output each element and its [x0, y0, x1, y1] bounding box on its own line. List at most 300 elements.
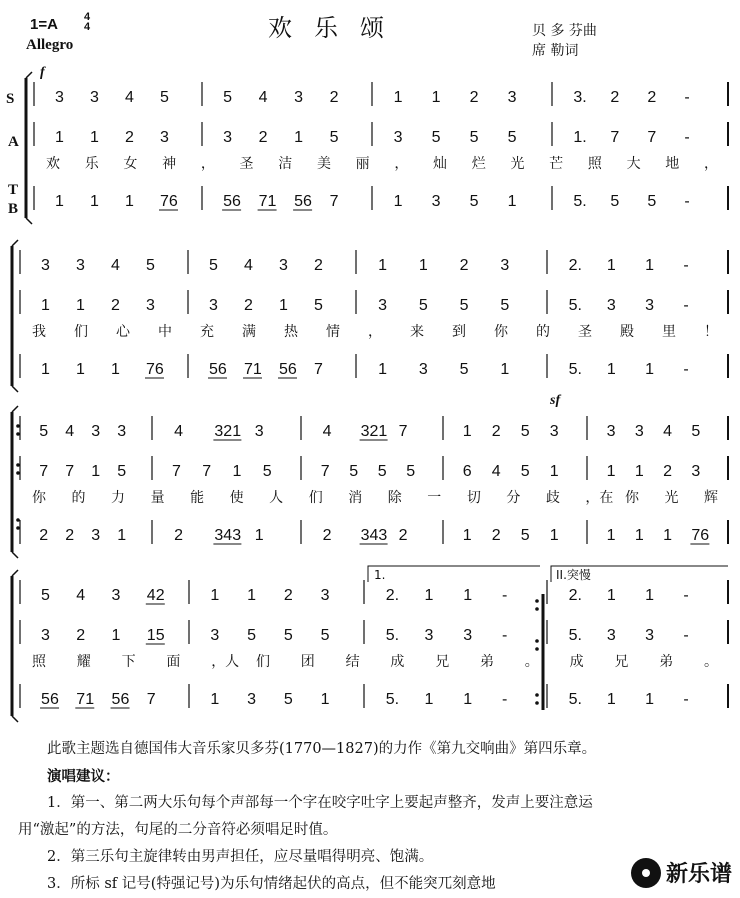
- note-token: 1: [247, 587, 257, 604]
- note-token: 3: [160, 129, 169, 146]
- note-token: 1: [463, 587, 473, 604]
- note-token: 2: [283, 587, 293, 604]
- note-token: 7: [329, 193, 339, 210]
- note-token: 3: [424, 627, 434, 644]
- note-token: 2: [647, 89, 657, 106]
- note-token: 5: [320, 627, 330, 644]
- note-token: 1: [645, 691, 655, 708]
- note-token: 7: [65, 463, 75, 480]
- note-token: 1: [634, 527, 644, 544]
- note-token: 3: [55, 89, 64, 106]
- song-title: 欢乐颂: [268, 14, 406, 42]
- lyric-syllable: 分: [506, 490, 521, 506]
- note-token: 3: [254, 423, 264, 440]
- note-token: 3: [500, 257, 510, 274]
- note-token: 4: [244, 257, 253, 274]
- dynamic-sforzando: sf: [550, 393, 561, 408]
- note-token: 42: [146, 587, 165, 604]
- system-bracket-hook: [12, 716, 18, 722]
- note-token: 1: [500, 361, 510, 378]
- time-signature-bottom: 4: [84, 21, 91, 33]
- note-token: -: [683, 587, 689, 604]
- note-token: 5: [691, 423, 701, 440]
- system-bracket-hook: [12, 570, 18, 576]
- lyric-syllable: 情: [326, 324, 340, 340]
- lyric-syllable: 的: [71, 490, 86, 506]
- lyricist-credit: 席 勒词: [532, 43, 579, 59]
- note-token: 1: [55, 193, 64, 210]
- note-token: 1: [645, 257, 655, 274]
- note-token: 3: [549, 423, 559, 440]
- notes-item-1b: 用“激起”的方法，句尾的二分音符必须唱足时值。: [18, 822, 338, 838]
- note-token: 2: [329, 89, 339, 106]
- note-token: 3: [247, 691, 257, 708]
- lyric-syllable: 耀: [76, 654, 91, 670]
- note-token: 1: [91, 463, 101, 480]
- note-token: 5: [146, 257, 155, 274]
- note-token: 5: [377, 463, 387, 480]
- lyric-syllable: ，: [704, 156, 718, 172]
- note-token: 3: [209, 297, 218, 314]
- voice-label-t: T: [8, 182, 19, 198]
- lyric-syllable: 来: [410, 324, 424, 340]
- note-token: 3: [606, 627, 616, 644]
- note-token: 3: [691, 463, 701, 480]
- note-token: -: [683, 627, 689, 644]
- lyric-syllable: 心: [116, 324, 130, 340]
- lyric-syllable: 弟: [659, 654, 674, 670]
- note-token: 7: [314, 361, 323, 378]
- lyric-syllable: 。: [524, 654, 539, 670]
- volta-first-label: 1.: [374, 568, 386, 582]
- lyric-syllable: 芒: [549, 156, 564, 172]
- note-token: 5: [610, 193, 620, 210]
- lyric-syllable: 圣: [239, 156, 254, 172]
- notes-item-2: 2．第三乐句主旋律转由男声担任，应尽量唱得明亮、饱满。: [47, 849, 434, 865]
- note-token: 5: [647, 193, 657, 210]
- system-bracket-hook: [26, 218, 32, 224]
- note-token: 5: [520, 527, 530, 544]
- voice-label-s: S: [6, 91, 15, 107]
- dynamic-forte: f: [40, 65, 45, 80]
- note-token: 3: [210, 627, 220, 644]
- note-token: 3: [279, 257, 288, 274]
- lyric-syllable: ，: [394, 156, 409, 172]
- lyric-syllable: 灿: [433, 156, 448, 172]
- note-token: 3: [418, 361, 428, 378]
- note-token: 5: [507, 129, 517, 146]
- note-token: 5: [247, 627, 257, 644]
- note-token: 1: [606, 527, 616, 544]
- note-token: 1: [320, 691, 330, 708]
- lyric-syllable: 消: [348, 490, 363, 506]
- lyric-syllable: 的: [536, 324, 550, 340]
- note-token: 3: [634, 423, 644, 440]
- note-token: 5: [469, 129, 479, 146]
- note-token: 4: [258, 89, 268, 106]
- watermark: [631, 857, 732, 888]
- repeat-dot: [16, 526, 20, 530]
- note-token: 1: [393, 193, 403, 210]
- note-token: 4: [322, 423, 332, 440]
- lyric-syllable: 能: [190, 490, 205, 506]
- lyric-syllable: 兄: [435, 654, 450, 670]
- note-token: 4: [111, 257, 120, 274]
- note-token: -: [502, 691, 508, 708]
- note-token: 2: [459, 257, 469, 274]
- note-token: 3: [645, 627, 655, 644]
- note-token: 2.: [568, 257, 582, 274]
- lyric-syllable: ，: [200, 156, 215, 172]
- note-token: 56: [111, 691, 130, 708]
- note-token: 5.: [573, 193, 587, 210]
- repeat-dot: [535, 639, 539, 643]
- note-token: 15: [146, 627, 165, 644]
- note-token: 5: [469, 193, 479, 210]
- note-token: 5: [520, 463, 530, 480]
- composer-credit: 贝 多 芬曲: [532, 23, 597, 39]
- repeat-dot: [535, 693, 539, 697]
- note-token: 7: [172, 463, 181, 480]
- repeat-dot: [535, 647, 539, 651]
- note-token: 2: [469, 89, 479, 106]
- note-token: 2: [111, 297, 120, 314]
- note-token: 56: [41, 691, 59, 708]
- note-token: 1: [507, 193, 517, 210]
- note-token: 2.: [568, 587, 582, 604]
- lyric-syllable: 殿: [620, 324, 634, 340]
- note-token: 2: [258, 129, 268, 146]
- note-token: 7: [610, 129, 620, 146]
- lyric-syllable: 一: [427, 490, 442, 506]
- note-token: 56: [279, 361, 297, 378]
- note-token: 343: [214, 527, 242, 544]
- note-token: 2: [314, 257, 323, 274]
- note-token: 71: [258, 193, 277, 210]
- lyric-syllable: 结: [345, 654, 360, 670]
- note-token: 56: [209, 361, 227, 378]
- note-token: 5: [39, 423, 49, 440]
- lyric-syllable: 圣: [578, 324, 592, 340]
- note-token: 2: [174, 527, 183, 544]
- lyric-syllable: 满: [242, 324, 256, 340]
- note-token: 1: [663, 527, 673, 544]
- note-token: 5: [418, 297, 428, 314]
- note-token: 5.: [568, 627, 582, 644]
- note-token: 5.: [568, 691, 582, 708]
- lyric-syllable: 充: [200, 324, 214, 340]
- note-token: 5.: [568, 297, 582, 314]
- note-token: 321: [214, 423, 242, 440]
- note-token: 7: [202, 463, 212, 480]
- note-token: 3: [41, 257, 50, 274]
- lyric-syllable: 们: [256, 654, 270, 670]
- note-token: 3: [507, 89, 517, 106]
- note-token: 5: [283, 691, 293, 708]
- note-token: 1: [424, 587, 434, 604]
- lyric-syllable: 你: [32, 490, 46, 506]
- note-token: 5: [520, 423, 530, 440]
- lyric-syllable: 中: [158, 324, 172, 340]
- note-token: 3: [76, 257, 85, 274]
- note-token: 4: [76, 587, 86, 604]
- lyric-syllable: 使: [229, 490, 244, 506]
- note-token: 1: [210, 691, 220, 708]
- note-token: 343: [360, 527, 388, 544]
- note-token: 2: [322, 527, 332, 544]
- note-token: 7: [320, 463, 330, 480]
- note-token: 1: [210, 587, 220, 604]
- lyric-syllable: 大: [626, 156, 641, 172]
- system-bracket-hook: [12, 240, 18, 246]
- note-token: 1: [645, 361, 655, 378]
- note-token: 1: [606, 463, 616, 480]
- lyric-syllable: ！: [704, 324, 718, 340]
- note-token: 3: [111, 587, 121, 604]
- note-token: 1: [424, 691, 434, 708]
- lyric-syllable: 。: [704, 654, 718, 670]
- repeat-dot: [16, 463, 20, 467]
- repeat-dot: [16, 424, 20, 428]
- watermark-text: 新乐谱: [665, 862, 732, 887]
- repeat-dot: [535, 607, 539, 611]
- lyric-syllable: 人: [269, 490, 284, 506]
- note-token: 2: [125, 129, 134, 146]
- lyric-syllable: 你: [624, 490, 639, 506]
- note-token: 3: [91, 423, 101, 440]
- note-token: 2: [491, 423, 501, 440]
- lyric-syllable: 到: [452, 324, 466, 340]
- lyric-syllable: 神: [162, 156, 177, 172]
- note-token: 1: [431, 89, 441, 106]
- note-token: -: [683, 691, 689, 708]
- lyric-syllable: 除: [387, 490, 402, 506]
- note-token: 5: [117, 463, 127, 480]
- note-token: 5.: [385, 627, 400, 644]
- note-token: 1: [111, 627, 121, 644]
- notes-item-1a: 1．第一、第二两大乐句每个声部每一个字在咬字吐字上要起声整齐，发声上要注意运: [47, 795, 593, 811]
- lyric-syllable: 团: [300, 654, 315, 670]
- notes-item-3: 3．所标 sf 记号(特强记号)为乐句情绪起伏的高点，但不能突兀刻意地: [47, 876, 496, 892]
- lyric-syllable: 欢: [46, 156, 60, 172]
- voice-label-b: B: [8, 201, 19, 217]
- note-token: 1: [606, 257, 616, 274]
- note-token: 3: [378, 297, 388, 314]
- note-token: -: [502, 587, 508, 604]
- note-token: 5.: [568, 361, 582, 378]
- notes-intro: 此歌主题选自德国伟大音乐家贝多芬(1770—1827)的力作《第九交响曲》第四乐章。: [47, 741, 597, 757]
- note-token: 3: [41, 627, 50, 644]
- lyric-syllable: 弟: [480, 654, 494, 670]
- note-token: 4: [174, 423, 183, 440]
- key-signature: 1=A: [30, 16, 58, 33]
- note-token: -: [683, 297, 689, 314]
- note-token: 1: [254, 527, 264, 544]
- note-token: 3.: [573, 89, 587, 106]
- note-token: 3: [223, 129, 233, 146]
- repeat-dot: [16, 432, 20, 436]
- note-token: 3: [146, 297, 155, 314]
- note-token: 7: [398, 423, 408, 440]
- note-token: 6: [462, 463, 472, 480]
- note-token: 3: [90, 89, 99, 106]
- note-token: 5: [314, 297, 323, 314]
- lyric-syllable: 切: [466, 490, 481, 506]
- note-token: 71: [244, 361, 262, 378]
- note-token: 3: [606, 297, 616, 314]
- system-bracket-hook: [12, 552, 18, 558]
- lyric-syllable: ，在: [585, 490, 614, 506]
- repeat-dot: [535, 701, 539, 705]
- note-token: 4: [663, 423, 673, 440]
- note-token: 5: [209, 257, 218, 274]
- lyric-syllable: 地: [665, 156, 680, 172]
- note-token: 1: [294, 129, 304, 146]
- lyric-syllable: 力: [111, 490, 126, 506]
- note-token: 1: [393, 89, 403, 106]
- note-token: 3: [645, 297, 655, 314]
- note-token: 1: [606, 587, 616, 604]
- lyric-syllable: 乐: [84, 156, 99, 172]
- note-token: 5: [459, 361, 469, 378]
- system-bracket-hook: [26, 72, 32, 78]
- vinyl-disc-icon: [631, 858, 661, 888]
- note-token: 3: [606, 423, 616, 440]
- note-token: 2: [610, 89, 620, 106]
- lyric-syllable: 兄: [614, 654, 629, 670]
- note-token: 1: [111, 361, 120, 378]
- note-token: 1: [76, 361, 85, 378]
- note-token: 3: [294, 89, 304, 106]
- note-token: 1: [549, 463, 559, 480]
- lyric-syllable: 里: [662, 324, 676, 340]
- note-token: 5: [283, 627, 293, 644]
- lyric-syllable: 量: [150, 490, 165, 506]
- lyric-syllable: 美: [316, 156, 331, 172]
- lyric-syllable: 烂: [471, 156, 486, 172]
- note-token: 1: [418, 257, 428, 274]
- note-token: 5: [349, 463, 359, 480]
- note-token: -: [683, 361, 689, 378]
- note-token: 3: [91, 527, 101, 544]
- voice-label-a: A: [8, 134, 19, 150]
- note-token: 1: [378, 257, 388, 274]
- note-token: 2: [491, 527, 501, 544]
- note-token: 1: [125, 193, 134, 210]
- note-token: 1: [76, 297, 85, 314]
- lyric-syllable: 你: [494, 324, 508, 340]
- note-token: 321: [360, 423, 388, 440]
- note-token: 1: [279, 297, 288, 314]
- note-token: 1: [90, 129, 99, 146]
- note-token: 56: [223, 193, 241, 210]
- tempo-marking: Allegro: [26, 37, 74, 53]
- lyric-syllable: 照: [587, 156, 602, 172]
- note-token: 2: [65, 527, 75, 544]
- lyric-syllable: 们: [308, 490, 323, 506]
- lyric-syllable: 面: [166, 654, 181, 670]
- lyric-syllable: 光: [664, 490, 679, 506]
- note-token: 56: [294, 193, 312, 210]
- note-token: 5: [329, 129, 339, 146]
- note-token: 2: [398, 527, 408, 544]
- lyric-syllable: 光: [510, 156, 525, 172]
- note-token: 5: [459, 297, 469, 314]
- lyric-syllable: 辉: [704, 490, 718, 506]
- lyric-syllable: 丽: [355, 156, 370, 172]
- repeat-dot: [535, 599, 539, 603]
- note-token: 4: [65, 423, 75, 440]
- note-token: 3: [463, 627, 473, 644]
- note-token: 1: [549, 527, 559, 544]
- note-token: 2: [39, 527, 49, 544]
- note-token: 1: [90, 193, 99, 210]
- note-token: 5: [431, 129, 441, 146]
- lyric-syllable: 成: [390, 654, 405, 670]
- lyric-syllable: 照: [32, 654, 46, 670]
- system-bracket-hook: [12, 406, 18, 412]
- note-token: 1: [606, 361, 616, 378]
- note-token: 1: [41, 297, 50, 314]
- lyric-syllable: 歧: [545, 490, 560, 506]
- note-token: 1: [462, 423, 472, 440]
- note-token: 5: [41, 587, 50, 604]
- note-token: 76: [160, 193, 178, 210]
- lyric-syllable: 成: [569, 654, 584, 670]
- note-token: 71: [76, 691, 95, 708]
- note-token: 3: [320, 587, 330, 604]
- note-token: -: [502, 627, 508, 644]
- note-token: 5: [223, 89, 233, 106]
- note-token: 2: [244, 297, 253, 314]
- note-token: 2: [663, 463, 673, 480]
- note-token: 1.: [573, 129, 587, 146]
- note-token: 1: [41, 361, 50, 378]
- lyric-syllable: ，人: [211, 654, 240, 670]
- note-token: 4: [125, 89, 134, 106]
- note-token: 3: [393, 129, 403, 146]
- performance-notes: [18, 736, 730, 898]
- note-token: 1: [606, 691, 616, 708]
- note-token: 1: [463, 691, 473, 708]
- note-token: -: [684, 89, 690, 106]
- system-bracket-hook: [12, 386, 18, 392]
- note-token: 2: [76, 627, 86, 644]
- note-token: 5: [406, 463, 416, 480]
- note-token: 5: [160, 89, 169, 106]
- note-token: 76: [146, 361, 164, 378]
- note-token: 2.: [385, 587, 400, 604]
- notes-heading: 演唱建议：: [47, 768, 120, 785]
- note-token: 5: [262, 463, 272, 480]
- time-signature-top: 4: [84, 11, 91, 23]
- volta-first: [368, 566, 540, 582]
- lyric-syllable: ，: [368, 324, 382, 340]
- note-token: -: [684, 129, 690, 146]
- note-token: 1: [232, 463, 242, 480]
- repeat-dot: [16, 518, 20, 522]
- note-token: 1: [645, 587, 655, 604]
- note-token: 4: [491, 463, 501, 480]
- note-token: 5: [500, 297, 510, 314]
- note-token: -: [683, 257, 689, 274]
- note-token: 76: [691, 527, 710, 544]
- note-token: 1: [634, 463, 644, 480]
- lyric-syllable: 热: [284, 324, 298, 340]
- note-token: -: [684, 193, 690, 210]
- note-token: 1: [462, 527, 472, 544]
- note-token: 1: [378, 361, 388, 378]
